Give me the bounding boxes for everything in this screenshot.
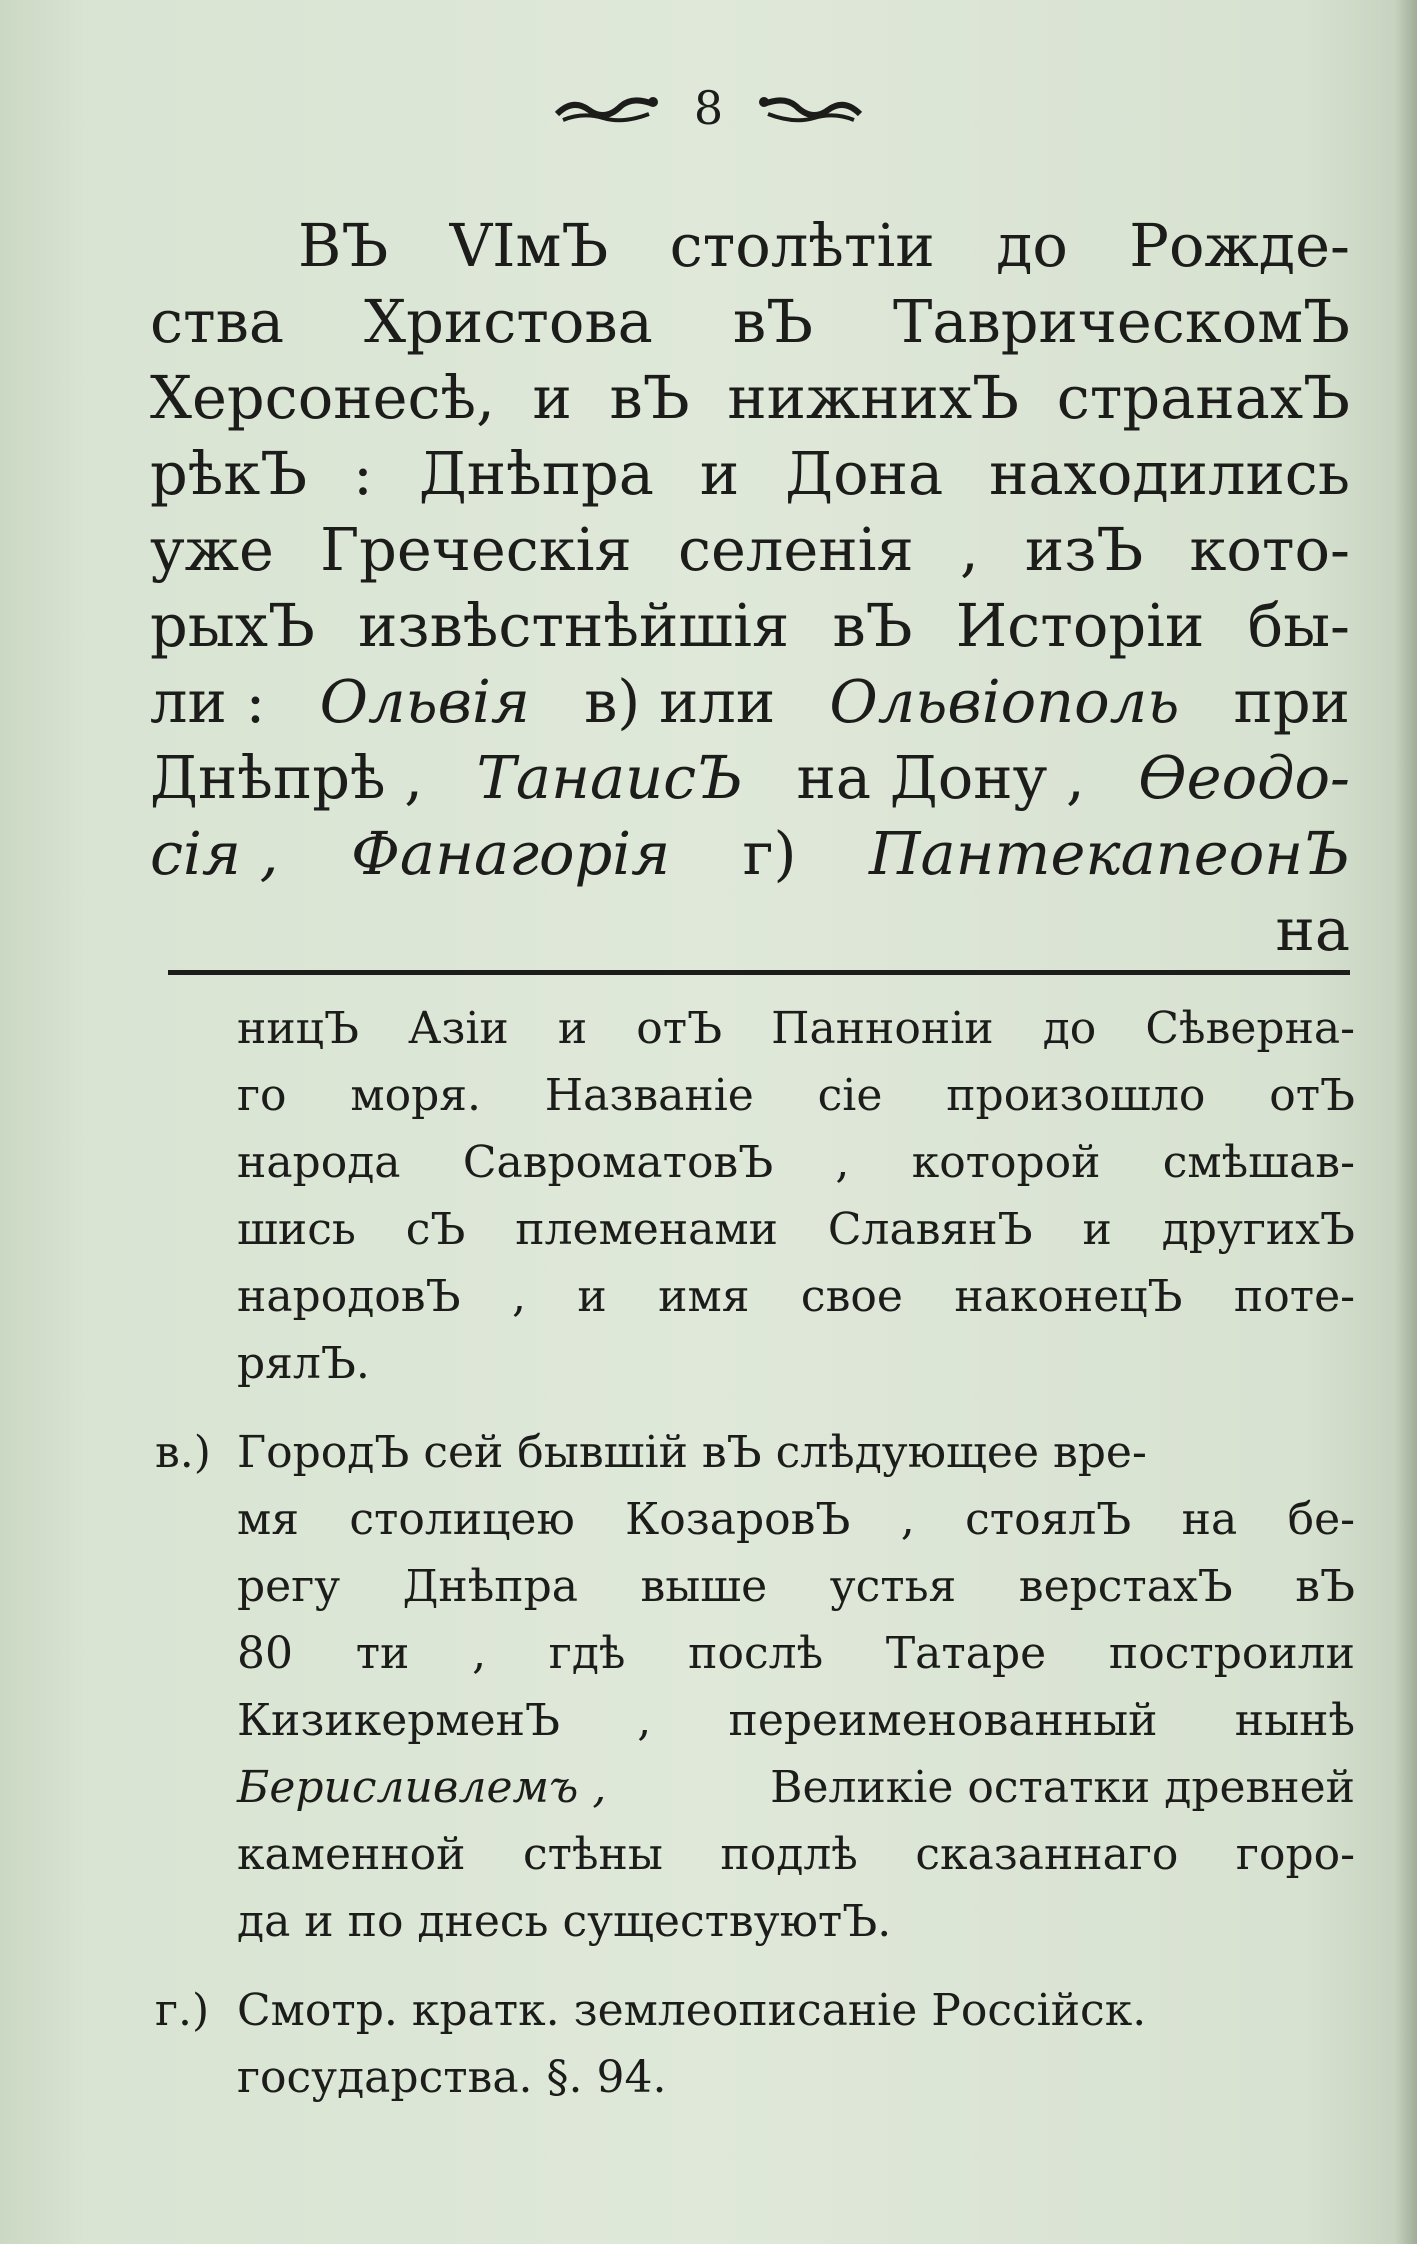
- footnote-text: ГородЪ сей бывшій вЪ слѣдующее вре-: [237, 1427, 1147, 1478]
- footnote-line: [155, 1196, 1355, 1263]
- footnote-line: [155, 1553, 1355, 1620]
- word: бе-: [1287, 1494, 1355, 1545]
- footnote-marker: в.): [155, 1427, 211, 1478]
- text-segment: Днѣпрѣ ,: [150, 743, 424, 812]
- text-segment: в) или: [584, 667, 776, 736]
- right-ornament-icon: [759, 88, 864, 128]
- word: нынѣ: [1234, 1695, 1355, 1746]
- footnote-line: да и по днесь существуютЪ.: [237, 1896, 892, 1947]
- word: свое: [800, 1271, 903, 1322]
- word: вЪ: [832, 591, 913, 660]
- word: ства: [150, 287, 285, 356]
- main-text: [150, 208, 1350, 968]
- word: столѣтіи: [669, 211, 935, 280]
- word: ницЪ: [237, 1003, 359, 1054]
- word: устья: [829, 1561, 957, 1612]
- word: ,: [637, 1695, 652, 1746]
- word: и: [557, 1003, 588, 1054]
- word: шись: [237, 1204, 356, 1255]
- word: мя: [237, 1494, 299, 1545]
- word: Исторіи: [955, 591, 1205, 660]
- word: и: [699, 439, 740, 508]
- word: сіе: [817, 1070, 883, 1121]
- word: Херсонесѣ,: [150, 363, 495, 432]
- footnote-line: [155, 1754, 1355, 1821]
- place-name: ПантекапеонЪ: [869, 819, 1350, 888]
- word: Греческія: [320, 515, 632, 584]
- footnote-line: [155, 1821, 1355, 1888]
- word: поте-: [1233, 1271, 1355, 1322]
- word: Рожде-: [1129, 211, 1350, 280]
- word: отЪ: [1269, 1070, 1355, 1121]
- word: гдѣ: [548, 1628, 626, 1679]
- word: моря.: [350, 1070, 481, 1121]
- word: построили: [1108, 1628, 1355, 1679]
- left-ornament-icon: [553, 88, 658, 128]
- word: :: [353, 439, 373, 508]
- word: вЪ: [609, 363, 690, 432]
- footnote-line: [155, 1419, 1355, 1486]
- word: Панноніи: [771, 1003, 994, 1054]
- word: ,: [900, 1494, 915, 1545]
- footnote-marker: г.): [155, 1985, 210, 2036]
- text-segment: г): [742, 819, 797, 888]
- footnotes: [155, 995, 1355, 2111]
- word: КозаровЪ: [625, 1494, 851, 1545]
- word: ,: [959, 515, 979, 584]
- word: изЪ: [1024, 515, 1144, 584]
- word: кото-: [1189, 515, 1350, 584]
- word: верстахЪ: [1018, 1561, 1233, 1612]
- word: извѣстнѣйшія: [358, 591, 790, 660]
- word: ,: [472, 1628, 487, 1679]
- text-line: [150, 360, 1350, 436]
- word: горо-: [1235, 1829, 1355, 1880]
- word: Азіи: [408, 1003, 509, 1054]
- word: Днѣпра: [402, 1561, 578, 1612]
- word: ,: [511, 1271, 526, 1322]
- text-line: [150, 208, 1350, 284]
- text-line: [150, 436, 1350, 512]
- place-name: ТанаисЪ: [476, 743, 744, 812]
- word: до: [996, 211, 1068, 280]
- footnote-line: [155, 1129, 1355, 1196]
- word: вЪ: [732, 287, 813, 356]
- word: до: [1042, 1003, 1097, 1054]
- word: странахЪ: [1056, 363, 1350, 432]
- page-number: 8: [693, 81, 724, 135]
- word: сказаннаго: [915, 1829, 1179, 1880]
- word: выше: [640, 1561, 768, 1612]
- word: наконецЪ: [954, 1271, 1183, 1322]
- word: и: [532, 363, 572, 432]
- footnote-spacer: [155, 1955, 1355, 1977]
- word: произошло: [946, 1070, 1206, 1121]
- text-line: [150, 740, 1350, 816]
- word: имя: [658, 1271, 750, 1322]
- footnote-line: [155, 1062, 1355, 1129]
- word: го: [237, 1070, 287, 1121]
- word: Днѣпра: [418, 439, 654, 508]
- footnote-line: [155, 1486, 1355, 1553]
- word: Названіе: [544, 1070, 754, 1121]
- place-name: Берисливлемъ ,: [237, 1762, 607, 1813]
- word: сЪ: [405, 1204, 466, 1255]
- footnote-line: государства. §. 94.: [237, 2052, 667, 2103]
- footnote-line: [155, 1620, 1355, 1687]
- word: народовЪ: [237, 1271, 461, 1322]
- word: бы-: [1247, 591, 1350, 660]
- footnote-line: [155, 1687, 1355, 1754]
- place-name: Ольвіополь: [829, 667, 1180, 736]
- word: нижнихЪ: [727, 363, 1020, 432]
- word: другихЪ: [1161, 1204, 1355, 1255]
- footnote-divider: [168, 970, 1350, 975]
- footnote-line: [155, 1977, 1355, 2044]
- place-name: Ольвія: [319, 667, 530, 736]
- footnote-text: Смотр. кратк. землеописаніе Россійск.: [237, 1985, 1147, 2036]
- word: ,: [835, 1137, 850, 1188]
- word: и: [1082, 1204, 1112, 1255]
- word: переименованный: [728, 1695, 1158, 1746]
- word: которой: [911, 1137, 1101, 1188]
- page-header: [0, 78, 1417, 138]
- footnote-line: рялЪ.: [237, 1338, 370, 1389]
- word: подлѣ: [720, 1829, 858, 1880]
- word: находились: [989, 439, 1350, 508]
- word: рѣкЪ: [150, 439, 308, 508]
- word: регу: [237, 1561, 341, 1612]
- text-segment: при: [1233, 667, 1350, 736]
- word: столицею: [349, 1494, 575, 1545]
- place-name: Фанагорія: [350, 819, 671, 888]
- place-name: Ѳеодо-: [1138, 743, 1350, 812]
- word: ВЪ: [298, 211, 389, 280]
- footnote-line: [155, 1263, 1355, 1330]
- word: Христова: [364, 287, 653, 356]
- word: Дона: [785, 439, 944, 508]
- text-line: [150, 512, 1350, 588]
- word: VIмЪ: [449, 211, 609, 280]
- word: ТаврическомЪ: [893, 287, 1350, 356]
- word: Татаре: [885, 1628, 1047, 1679]
- word: уже: [150, 515, 274, 584]
- footnote-spacer: [155, 1397, 1355, 1419]
- text-segment: на Дону ,: [796, 743, 1085, 812]
- word: на: [1181, 1494, 1238, 1545]
- word: КизикерменЪ: [237, 1695, 560, 1746]
- text-line: [150, 816, 1350, 892]
- text-line: [150, 664, 1350, 740]
- text-segment: ли :: [150, 667, 266, 736]
- word: ти: [355, 1628, 410, 1679]
- word: стоялЪ: [965, 1494, 1132, 1545]
- place-name: сія ,: [150, 819, 279, 888]
- text-segment: Великіе остатки древней: [770, 1762, 1355, 1813]
- word: СавроматовЪ: [462, 1137, 774, 1188]
- word: вЪ: [1295, 1561, 1355, 1612]
- word: рыхЪ: [150, 591, 315, 660]
- text-line: [150, 284, 1350, 360]
- word: СлавянЪ: [827, 1204, 1033, 1255]
- word: Сѣверна-: [1145, 1003, 1355, 1054]
- text-line: [150, 588, 1350, 664]
- word: послѣ: [688, 1628, 824, 1679]
- word: каменной: [237, 1829, 466, 1880]
- word: народа: [237, 1137, 401, 1188]
- word: племенами: [515, 1204, 778, 1255]
- word: 80: [237, 1628, 293, 1679]
- word: смѣшав-: [1162, 1137, 1355, 1188]
- word: отЪ: [636, 1003, 723, 1054]
- word: селенія: [677, 515, 914, 584]
- text-line: на: [1275, 895, 1350, 964]
- word: и: [577, 1271, 607, 1322]
- word: стѣны: [523, 1829, 663, 1880]
- footnote-line: [155, 995, 1355, 1062]
